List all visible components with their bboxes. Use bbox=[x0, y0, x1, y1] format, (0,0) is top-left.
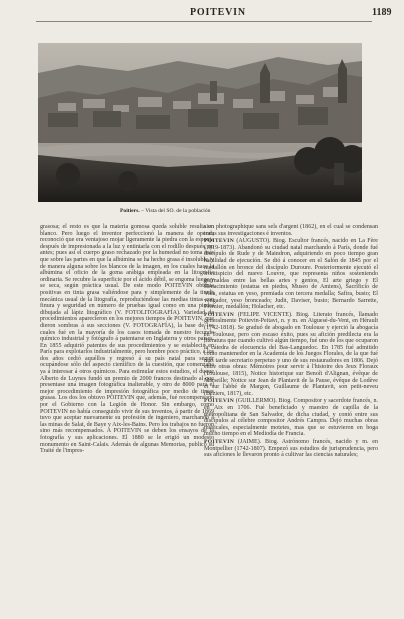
text-column-left bbox=[40, 224, 214, 455]
header-rule bbox=[36, 21, 372, 22]
text-column-right bbox=[204, 224, 378, 459]
figure-caption bbox=[120, 208, 210, 214]
entry-augusto bbox=[204, 238, 378, 311]
entry-body: (GUILLERMO). Biog. Compositor y sacerdote francés, n. en Aix en 1706. Fué beneficiado y maestro de capilla de la metropolitana de San Salvador, de dicha ciudad, y contó entre sus discípulos al célebre compositor Andrés Campra. Dejó muchas obras musicales, especialmente motetes, mas que se estuvieron en boga mucho tiempo en el Mediodía de Francia. bbox=[204, 398, 378, 438]
running-head: POITEVIN bbox=[190, 7, 246, 18]
entry-headword: POITEVIN bbox=[204, 398, 235, 405]
city-photograph bbox=[38, 43, 362, 202]
caption-place: Poitiers. bbox=[120, 208, 140, 214]
poitiers-view-image bbox=[38, 43, 362, 202]
entry-jaime bbox=[204, 439, 378, 459]
article-paragraph: grasosa; el resto es que la materia gomosa queda soluble resulta en blanco. Pero luego el inventor perfeccionó la manera de operar; reconoció que era ventajoso mojar ligeramente la piedra con la esponja después de impresionada a la luz y entintarla con el rodillo después, no antes; pues así el cuerpo graso rechazado por la humedad no toma más que sobre las partes en que la albúmina se ha hecho grasa é insoluble, y de manera alguna sobre los blancos de la imagen, en los cuales hace la albúmina el oficio de la goma arábiga empleada en la litografía ordinaria. Se recubre la superficie por el ácido débil, se engoma luego y se seca, según práctica usual. De este modo POITEVIN obtenía positivas en tinta grasa valiéndose para y simplemente de la tirada mecánica usual de la litografía, reproduciéndose las medias tintas con finura y seguridad en número de pruebas igual como en una piedra dibujada al lápiz litográfico (V. FOTOLITOGRAFÍA). Variedad de procedimientos aparecieron en los mejores tiempos de POITEVIN, que dieron sombras á sus secciones (V. FOTOGRAFÍA), la base de los cuales fué en la mayoría de los casos tomada de nuestro fecundo químico industrial y fotógrafo á patentarse en Inglaterra y otros países. En 1855 adquirió patentes de sus procedimientos y se estableció en París para explotarlos industrialmente, pero hombre poco práctico, á los dos años cedió aquéllos y regresó á su país natal para seguir ocupándose sólo del aspecto científico de la cuestión, que comenzaba ya á interesar á otros químicos. Para estimular estos estudios, el duque Alberto de Luynes fundó un premio de 2000 francos destinado al que presentase una imagen fotográfica inalterable, y otro de 8000 para el mejor procedimiento de impresión fotográfica por medio de tintas grasas. Los dos los obtuvo POITEVIN que, además, fué recompensado por el Gobierno con la Legión de Honor. Sin embargo, como POITEVIN no había conseguido vivir de sus inventos, á partir de 1869 tuvo que aceptar nuevamente su profesión de ingeniero, marchando á las minas de Salat, de Baye y Aix-les-Bains. Pero los trabajos no fueron sino más recompensados. A POITEVIN se deben los ensayos de la fotografía y sus aplicaciones. El 1880 se le erigió un modesto monumento en Saint-Calais. Además de algunas Memorias, publicó su Traité de l'impres- bbox=[40, 224, 214, 455]
entry-body: (JAIME). Biog. Astrónomo francés, nacido y m. en Montpellier (1742-1807). Empezó sus estudios de jurisprudencia, pero sus aficiones le llevaron pronto á cultivar las ciencias naturales; bbox=[204, 439, 379, 459]
entry-headword: POITEVIN bbox=[204, 439, 235, 445]
article-paragraph: sion photographique sans sels d'argent (1862), en el cual se condensan todas sus investigaciones é inventos. bbox=[204, 224, 378, 237]
entry-guillermo bbox=[204, 398, 378, 438]
entry-body: (AUGUSTO). Biog. Escultor francés, nacido en La Fère (1819-1873). Abandonó su ciudad natal marchando á París, donde fué discípulo de Rude y de Maindron, adquiriendo en poco tiempo gran habilidad de ejecución. Se dió á conocer en el Salón de 1845 por el medallón en bronce del discípulo Duroure. Posteriormente ejecutó el frontispicio del nuevo Louvre, que representa niños sosteniendo guirnaldas entre las bellas artes y genios, El arte griego y El Renacimiento (estatua en piedra, Museo de Amiens), Sacrificio de Vida, estatua en yeso, premiada con tercera medalla; Safira, busto; El vengador, yeso bronceado; Judit, Daviser, busto; Bernardo Sarrette, Premier, medallón; Holacher, etc. bbox=[204, 238, 378, 311]
entry-headword: POITEVIN bbox=[204, 311, 235, 318]
entry-felipe-vicente bbox=[204, 312, 378, 398]
caption-text: – Vista del SO. de la población bbox=[141, 208, 211, 214]
entry-body: (FELIPE VICENTE). Biog. Literato francés, llamado generalmente Poitevin-Peitavi, n. y m. en Aiguesé-du-Vent, en Hérault (1742-1818). Se graduó de abogado en Toulouse y ejerció la abogacía en Toulouse, pero con escaso éxito, pues su afición predilecta era la literatura que cuando cultivó algún tiempo, fué uno de los que ocuparon la cátedra de elocuencia del Bas-Languedoc. En 1785 fué admitido como mantenedor en la Academia de los Juegos Florales, de la que fué más tarde secretario perpetuo y uno de sus restauradores en 1806. Dejó entre otras obras: Mémoires pour servir à l'histoire des Jeux Floraux (Toulouse, 1815), Notice historique sur Benoît d'Alignan, évêque de Marseille; Notice sur Jean de Plantavit de la Pause, évêque de Lodève et sur l'abbé de Margon, Guillaume de Plantavit, son petit-neveu (Béziers, 1817), etc. bbox=[204, 311, 379, 397]
page-number: 1189 bbox=[372, 7, 392, 18]
entry-headword: POITEVIN bbox=[204, 238, 235, 245]
